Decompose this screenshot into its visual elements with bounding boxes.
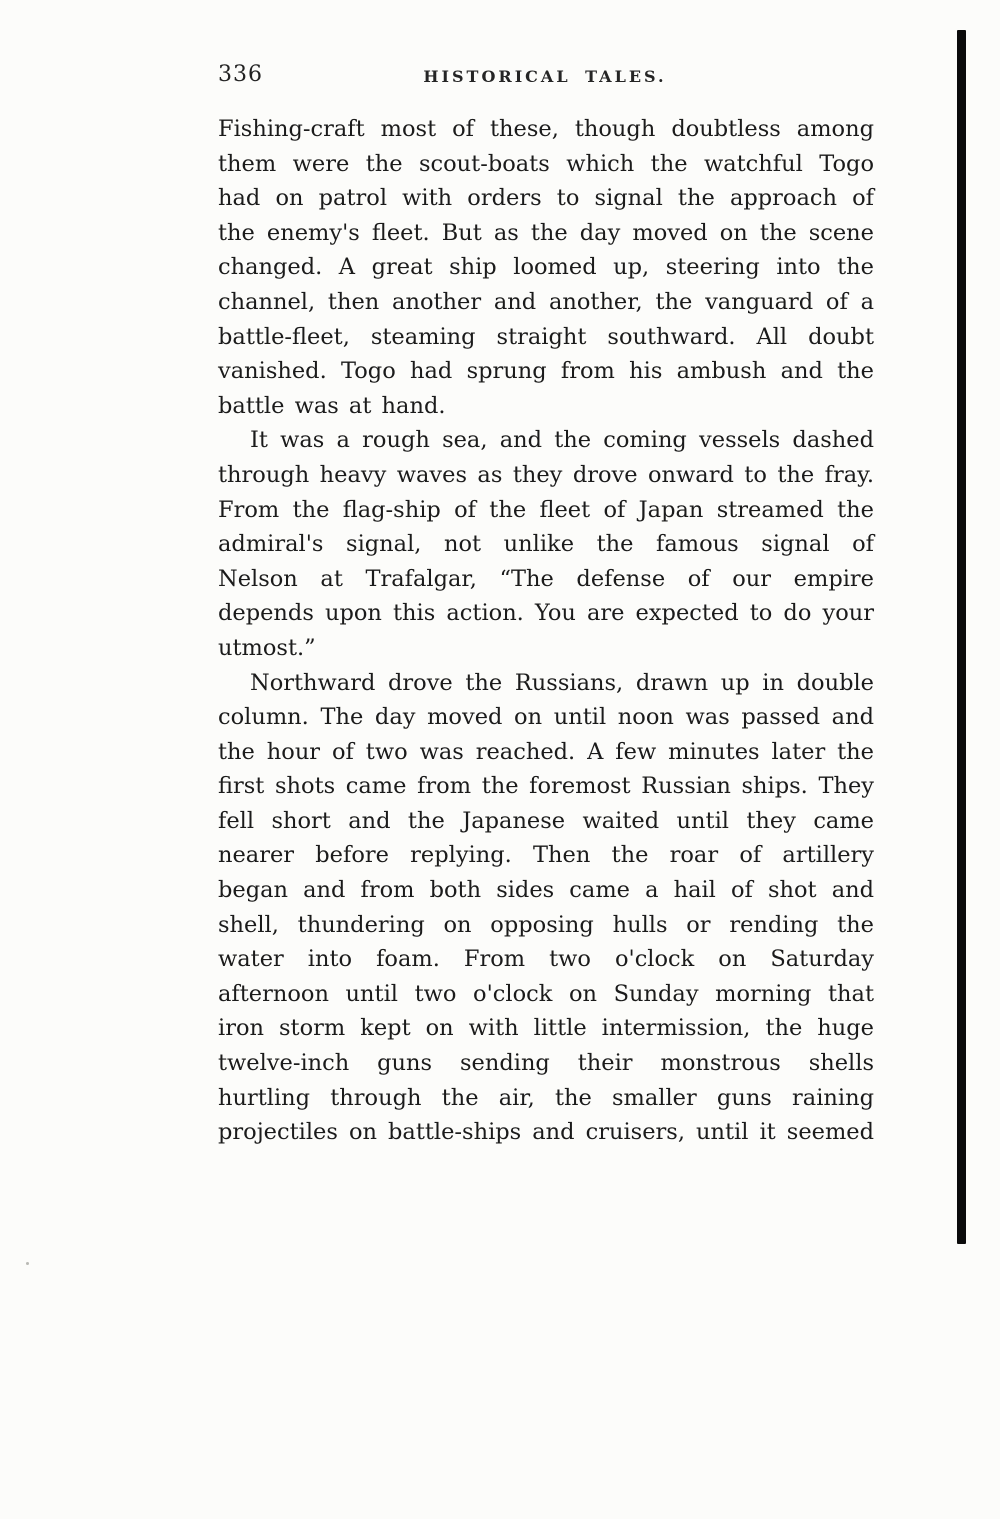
- page-number: 336: [218, 62, 263, 87]
- scan-speck: [26, 1262, 29, 1265]
- binding-shadow-bar: [957, 30, 966, 1244]
- running-title: HISTORICAL TALES.: [423, 67, 667, 86]
- page-header: [218, 62, 872, 92]
- body-text: [218, 112, 874, 1150]
- paragraph-rough-sea: It was a rough sea, and the coming vessels dashed through heavy waves as they drove onward to the fray. From the flag-ship of the fleet of Japan streamed the admiral's signal, not unlike the famous signal of Nelson at Trafalgar, “The defense of our empire depends upon this action. You are expected to do your utmost.”: [218, 427, 874, 661]
- paragraph-northward: Northward drove the Russians, drawn up in double column. The day moved on until noon was passed and the hour of two was reached. A few minutes later the first shots came from the foremost Russian ships. They fell short and the Japanese waited until they came nearer before replying. Then the roar of artillery began and from both sides came a hail of shot and shell, thundering on opposing hulls or rending the water into foam. From two o'clock on Saturday afternoon until two o'clock on Sunday morning that iron storm kept on with little intermission, the huge twelve-inch guns sending their monstrous shells hurtling through the air, the smaller guns raining projectiles on battle-ships and cruisers, until it seemed: [218, 669, 874, 1146]
- paragraph-fishing-craft: Fishing-craft most of these, though doubtless among them were the scout-boats which the watchful Togo had on patrol with orders to signal the approach of the enemy's fleet. But as the day moved on the scene changed. A great ship loomed up, steering into the channel, then another and another, the vanguard of a battle-fleet, steaming straight southward. All doubt vanished. Togo had sprung from his ambush and the battle was at hand.: [218, 116, 874, 419]
